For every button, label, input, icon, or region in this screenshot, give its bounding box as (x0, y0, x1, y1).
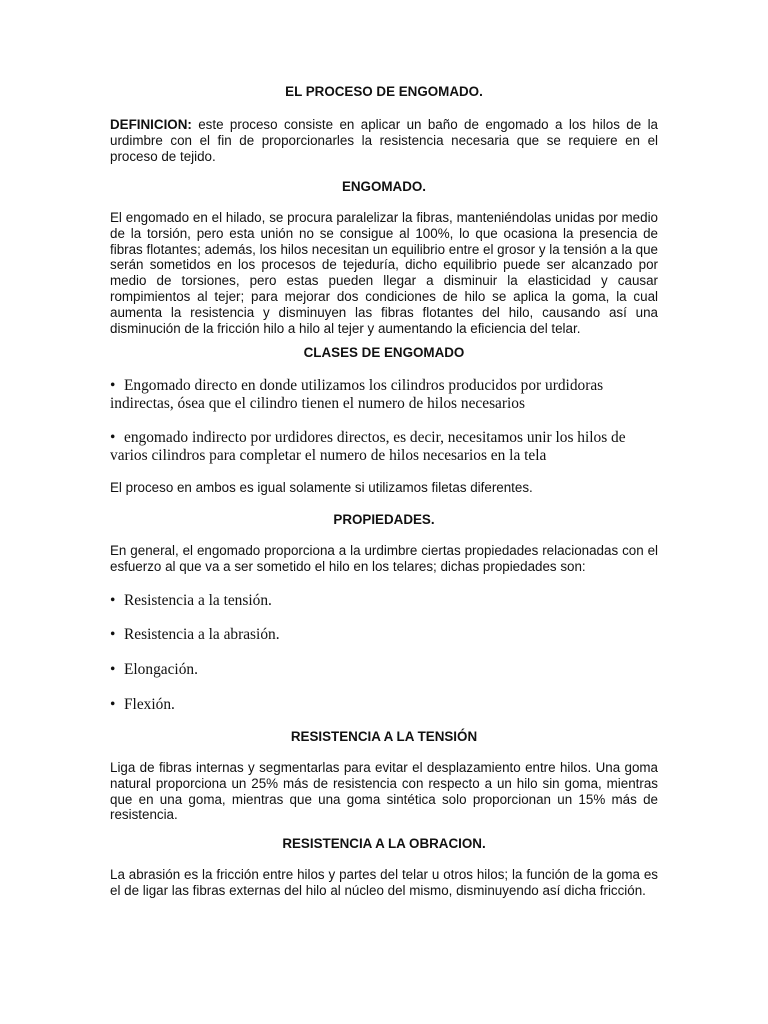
bullet-icon: • (110, 661, 116, 678)
section-heading-obracion: RESISTENCIA A LA OBRACION. (282, 836, 486, 851)
engomado-paragraph: El engomado en el hilado, se procura paralelizar la fibras, manteniéndolas unidas por medio de la torsión, pero esta unión no se consigue al 100%, lo que ocasiona la presencia de fibras flotantes; además, los hilos necesitan un equilibrio entre el grosor y la tensión a la que serán sometidos en los procesos de tejeduría, dicho equilibrio puede ser alcanzado por medio de torsiones, pero estas pueden llegar a disminuir la elasticidad y causar rompimientos al tejer; para mejorar dos condiciones de hilo se aplica la goma, la cual aumenta la resistencia y disminuyen las fibras flotantes del hilo, causando así una disminución de la fricción hilo a hilo al tejer y aumentando la eficiencia del telar. (110, 210, 658, 336)
bullet-icon: • (110, 377, 116, 394)
propiedades-list-item (110, 626, 658, 644)
clases-item-text: engomado indirecto por urdidores directos, es decir, necesitamos unir los hilos de varios cilindros para completar el numero de hilos necesarios en la tela (110, 429, 626, 464)
bullet-icon: • (110, 429, 116, 446)
propiedades-paragraph: En general, el engomado proporciona a la urdimbre ciertas propiedades relacionadas con el esfuerzo al que va a ser sometido el hilo en los telares; dichas propiedades son: (110, 543, 658, 574)
definition-text: este proceso consiste en aplicar un baño de engomado a los hilos de la urdimbre con el fin de proporcionarles la resistencia necesaria que se requiere en el proceso de tejido. (110, 117, 658, 164)
bullet-icon: • (110, 592, 116, 609)
section-heading-engomado: ENGOMADO. (341, 179, 427, 194)
propiedades-list-item (110, 696, 658, 714)
definition-label: DEFINICION: (110, 117, 192, 132)
propiedades-item-text: Resistencia a la abrasión. (124, 626, 280, 643)
propiedades-list-item (110, 661, 658, 679)
propiedades-list-item (110, 592, 658, 610)
propiedades-item-text: Flexión. (124, 696, 175, 713)
section-heading-tension: RESISTENCIA A LA TENSIÓN (290, 729, 478, 744)
clases-list-item (110, 429, 658, 464)
definition-paragraph (110, 117, 658, 164)
tension-paragraph: Liga de fibras internas y segmentarlas para evitar el desplazamiento entre hilos. Una goma natural proporciona un 25% más de resistencia con respecto a un hilo sin goma, mientras que en una goma, mientras que una goma sintética solo proporcionan un 15% más de resistencia. (110, 760, 658, 823)
section-heading-propiedades: PROPIEDADES. (333, 512, 435, 527)
bullet-icon: • (110, 626, 116, 643)
document-title: EL PROCESO DE ENGOMADO. (285, 84, 483, 99)
clases-note: El proceso en ambos es igual solamente si utilizamos filetas diferentes. (110, 480, 533, 495)
obracion-paragraph: La abrasión es la fricción entre hilos y partes del telar u otros hilos; la función de la goma es el de ligar las fibras externas del hilo al núcleo del mismo, disminuyendo así dicha fricción. (110, 867, 658, 898)
clases-item-text: Engomado directo en donde utilizamos los cilindros producidos por urdidoras indirectas, ósea que el cilindro tienen el numero de hilos necesarios (110, 377, 604, 412)
propiedades-item-text: Resistencia a la tensión. (124, 592, 272, 609)
clases-list-item (110, 377, 658, 412)
propiedades-item-text: Elongación. (124, 661, 198, 678)
bullet-icon: • (110, 696, 116, 713)
section-heading-clases: CLASES DE ENGOMADO (303, 345, 465, 360)
